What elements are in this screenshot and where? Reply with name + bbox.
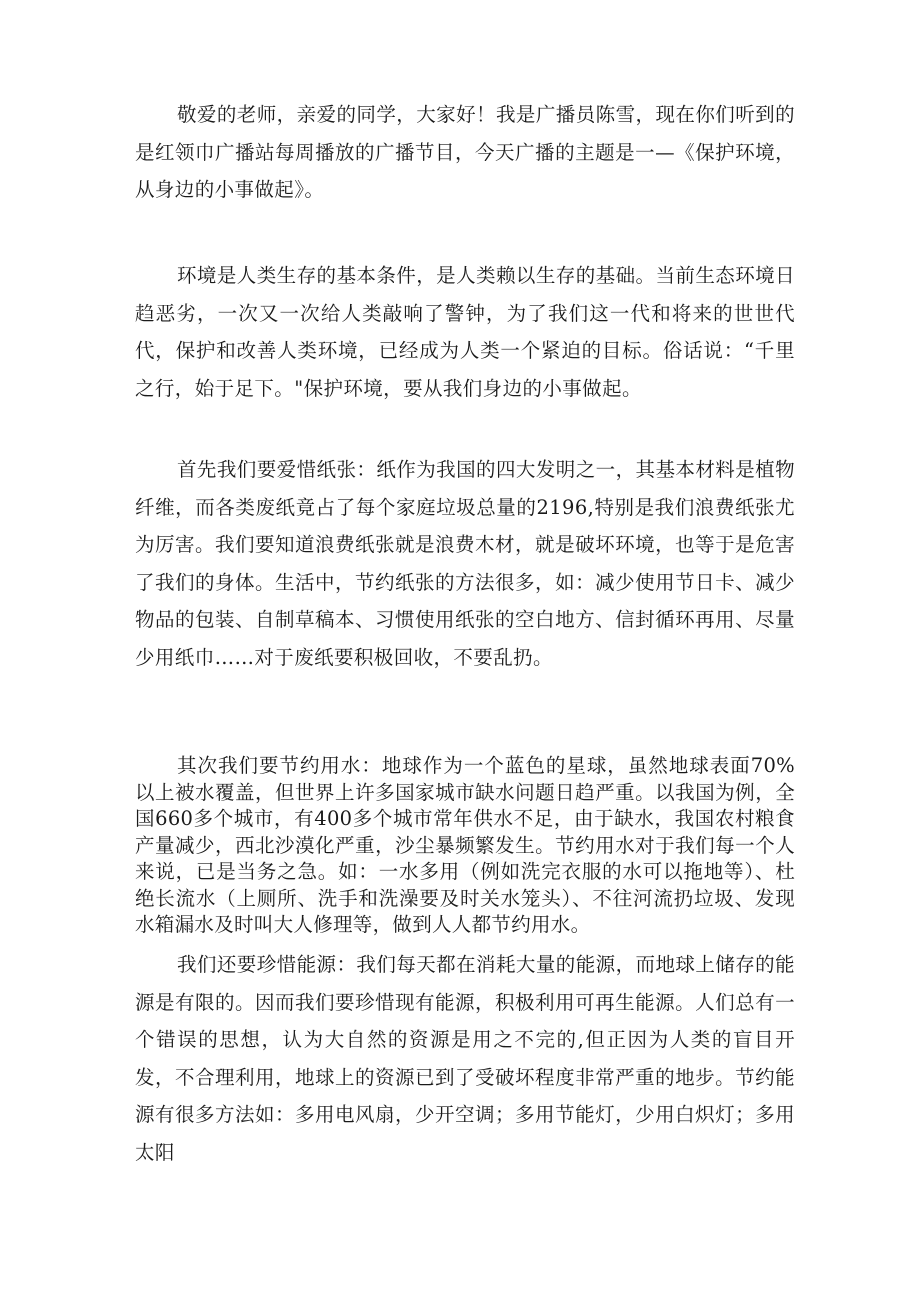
- paragraph-greeting: 敬爱的老师，亲爱的同学，大家好！我是广播员陈雪，现在你们听到的是红领巾广播站每周播放的广播节目，今天广播的主题是一—《保护环境，从身边的小事做起》。: [135, 103, 795, 201]
- paragraph-save-water: 其次我们要节约用水：地球作为一个蓝色的星球，虽然地球表面70%以上被水覆盖，但世界上许多国家城市缺水问题日趋严重。以我国为例，全国660多个城市，有400多个城市常年供水不足，由于缺水，我国农村粮食产量减少，西北沙漠化严重，沙尘暴频繁发生。节约用水对于我们每一个人来说，已是当务之急。如：一水多用（例如洗完衣服的水可以拖地等）、杜绝长流水（上厕所、洗手和洗澡要及时关水笼头）、不往河流扔垃圾、发现水箱漏水及时叫大人修理等，做到人人都节约用水。: [135, 754, 795, 936]
- paragraph-environment-intro: 环境是人类生存的基本条件，是人类赖以生存的基础。当前生态环境日趋恶劣，一次又一次给人类敲响了警钟，为了我们这一代和将来的世世代代，保护和改善人类环境，已经成为人类一个紧迫的目标。俗话说：“千里之行，始于足下。"保护环境，要从我们身边的小事做起。: [135, 264, 795, 400]
- paragraph-save-paper: 首先我们要爱惜纸张：纸作为我国的四大发明之一，其基本材料是植物纤维，而各类废纸竟占了每个家庭垃圾总量的2196,特别是我们浪费纸张尤为厉害。我们要知道浪费纸张就是浪费木材，就是破坏环境，也等于是危害了我们的身体。生活中，节约纸张的方法很多，如：减少使用节日卡、减少物品的包装、自制草稿本、习惯使用纸张的空白地方、信封循环再用、尽量少用纸巾……对于废纸要积极回收，不要乱扔。: [135, 458, 795, 669]
- paragraph-save-energy: 我们还要珍惜能源：我们每天都在消耗大量的能源，而地球上储存的能源是有限的。因而我们要珍惜现有能源，积极利用可再生能源。人们总有一个错误的思想，认为大自然的资源是用之不完的,但正因为人类的盲目开发，不合理利用，地球上的资源已到了受破坏程度非常严重的地步。节约能源有很多方法如：多用电风扇，少开空调；多用节能灯，少用白炽灯；多用太阳: [135, 953, 795, 1164]
